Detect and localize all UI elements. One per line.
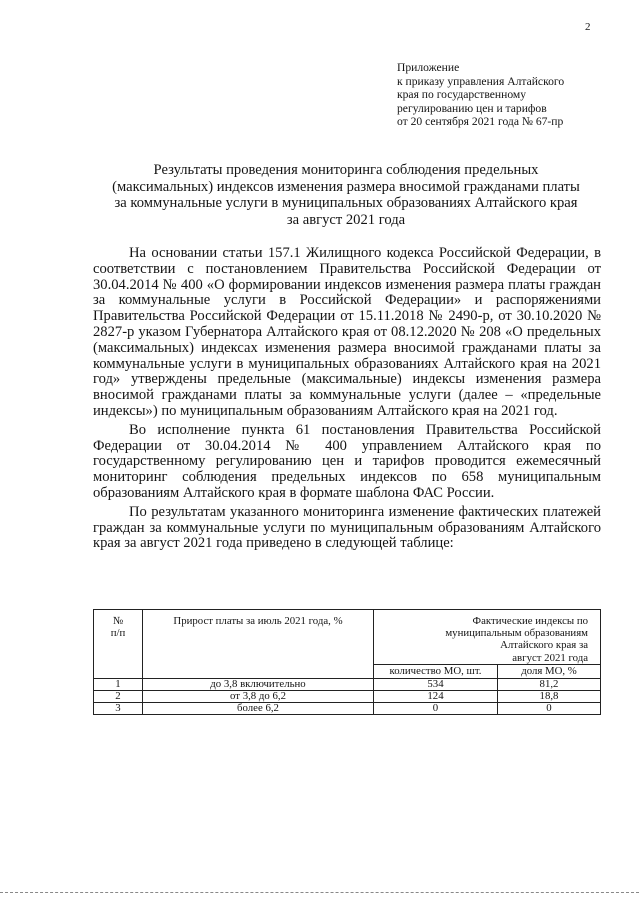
header-group-line: август 2021 года <box>512 651 589 664</box>
header-number-line: п/п <box>110 627 126 640</box>
subheader-count: количество МО, шт. <box>374 664 498 678</box>
table-row <box>94 690 601 702</box>
cell-num: 3 <box>94 702 143 714</box>
header-actual-indices <box>374 610 601 665</box>
appendix-line: Приложение <box>397 61 460 74</box>
appendix-line: регулированию цен и тарифов <box>397 101 547 115</box>
appendix-line: края по государственному <box>397 88 527 102</box>
page-number: 2 <box>585 21 591 33</box>
header-growth: Прирост платы за июль 2021 года, % <box>143 610 374 679</box>
header-group-line: муниципальным образованиям <box>445 627 589 640</box>
cell-share: 18,8 <box>498 690 601 702</box>
appendix-block <box>397 61 627 129</box>
cell-share: 0 <box>498 702 601 714</box>
header-number-line: № <box>112 615 124 627</box>
cell-num: 1 <box>94 678 143 690</box>
body-paragraph: По результатам указанного мониторинга изменение фактических платежей граждан за коммунальные услуги по муниципальным образованиям Алтайского края за август 2021 года приведено в следующей таблице: <box>93 503 601 552</box>
appendix-line: от 20 сентября 2021 года № 67-пр <box>397 115 564 129</box>
subheader-share: доля МО, % <box>498 664 601 678</box>
appendix-line: к приказу управления Алтайского <box>397 74 565 88</box>
cell-range: более 6,2 <box>143 702 374 714</box>
header-number <box>94 610 143 679</box>
body-paragraph: На основании статьи 157.1 Жилищного кодекса Российской Федерации, в соответствии с постановлением Правительства Российской Федерации от 30.04.2014 № 400 «О формировании индексов изменения размера платы граждан за коммунальные услуги в Российской Федерации» и распоряжениями Правительства Российской Федерации от 15.11.2018 № 2490-р, от 30.10.2020 № 2827-р указом Губернатора Алтайского края от 08.12.2020 № 208 «О предельных (максимальных) индексах изменения размера вносимой гражданами платы за коммунальные услуги в муниципальных образованиях Алтайского края на 2021 год» утверждены предельные (максимальные) индексы изменения размера вносимой гражданами платы за коммунальные услуги (далее – «предельные индексы») по муниципальным образованиям Алтайского края на 2021 год. <box>93 245 601 419</box>
header-group-line: Алтайского края за <box>500 639 589 652</box>
table-row <box>94 678 601 690</box>
document-body <box>93 246 601 555</box>
cell-count: 124 <box>374 690 498 702</box>
title-line: за август 2021 года <box>286 211 406 228</box>
cell-count: 534 <box>374 678 498 690</box>
cell-range: до 3,8 включительно <box>143 678 374 690</box>
table-row <box>94 702 601 714</box>
header-group-line: Фактические индексы по <box>472 615 589 627</box>
table-header-row <box>94 610 601 665</box>
cell-count: 0 <box>374 702 498 714</box>
title-line: за коммунальные услуги в муниципальных образованиях Алтайского края <box>114 195 578 212</box>
body-paragraph: Во исполнение пункта 61 постановления Правительства Российской Федерации от 30.04.2014 № 400 управлением Алтайского края по государственному регулированию цен и тарифов проводится ежемесячный мониторинг соблюдения предельных индексов по 658 муниципальным образованиям Алтайского края в формате шаблона ФАС России. <box>93 421 601 501</box>
cell-range: от 3,8 до 6,2 <box>143 690 374 702</box>
scan-bottom-edge <box>0 892 639 893</box>
title-line: (максимальных) индексов изменения размера вносимой гражданами платы <box>112 178 580 195</box>
title-line: Результаты проведения мониторинга соблюдения предельных <box>153 162 539 178</box>
document-title <box>80 162 612 228</box>
results-table <box>93 609 601 715</box>
cell-num: 2 <box>94 690 143 702</box>
cell-share: 81,2 <box>498 678 601 690</box>
